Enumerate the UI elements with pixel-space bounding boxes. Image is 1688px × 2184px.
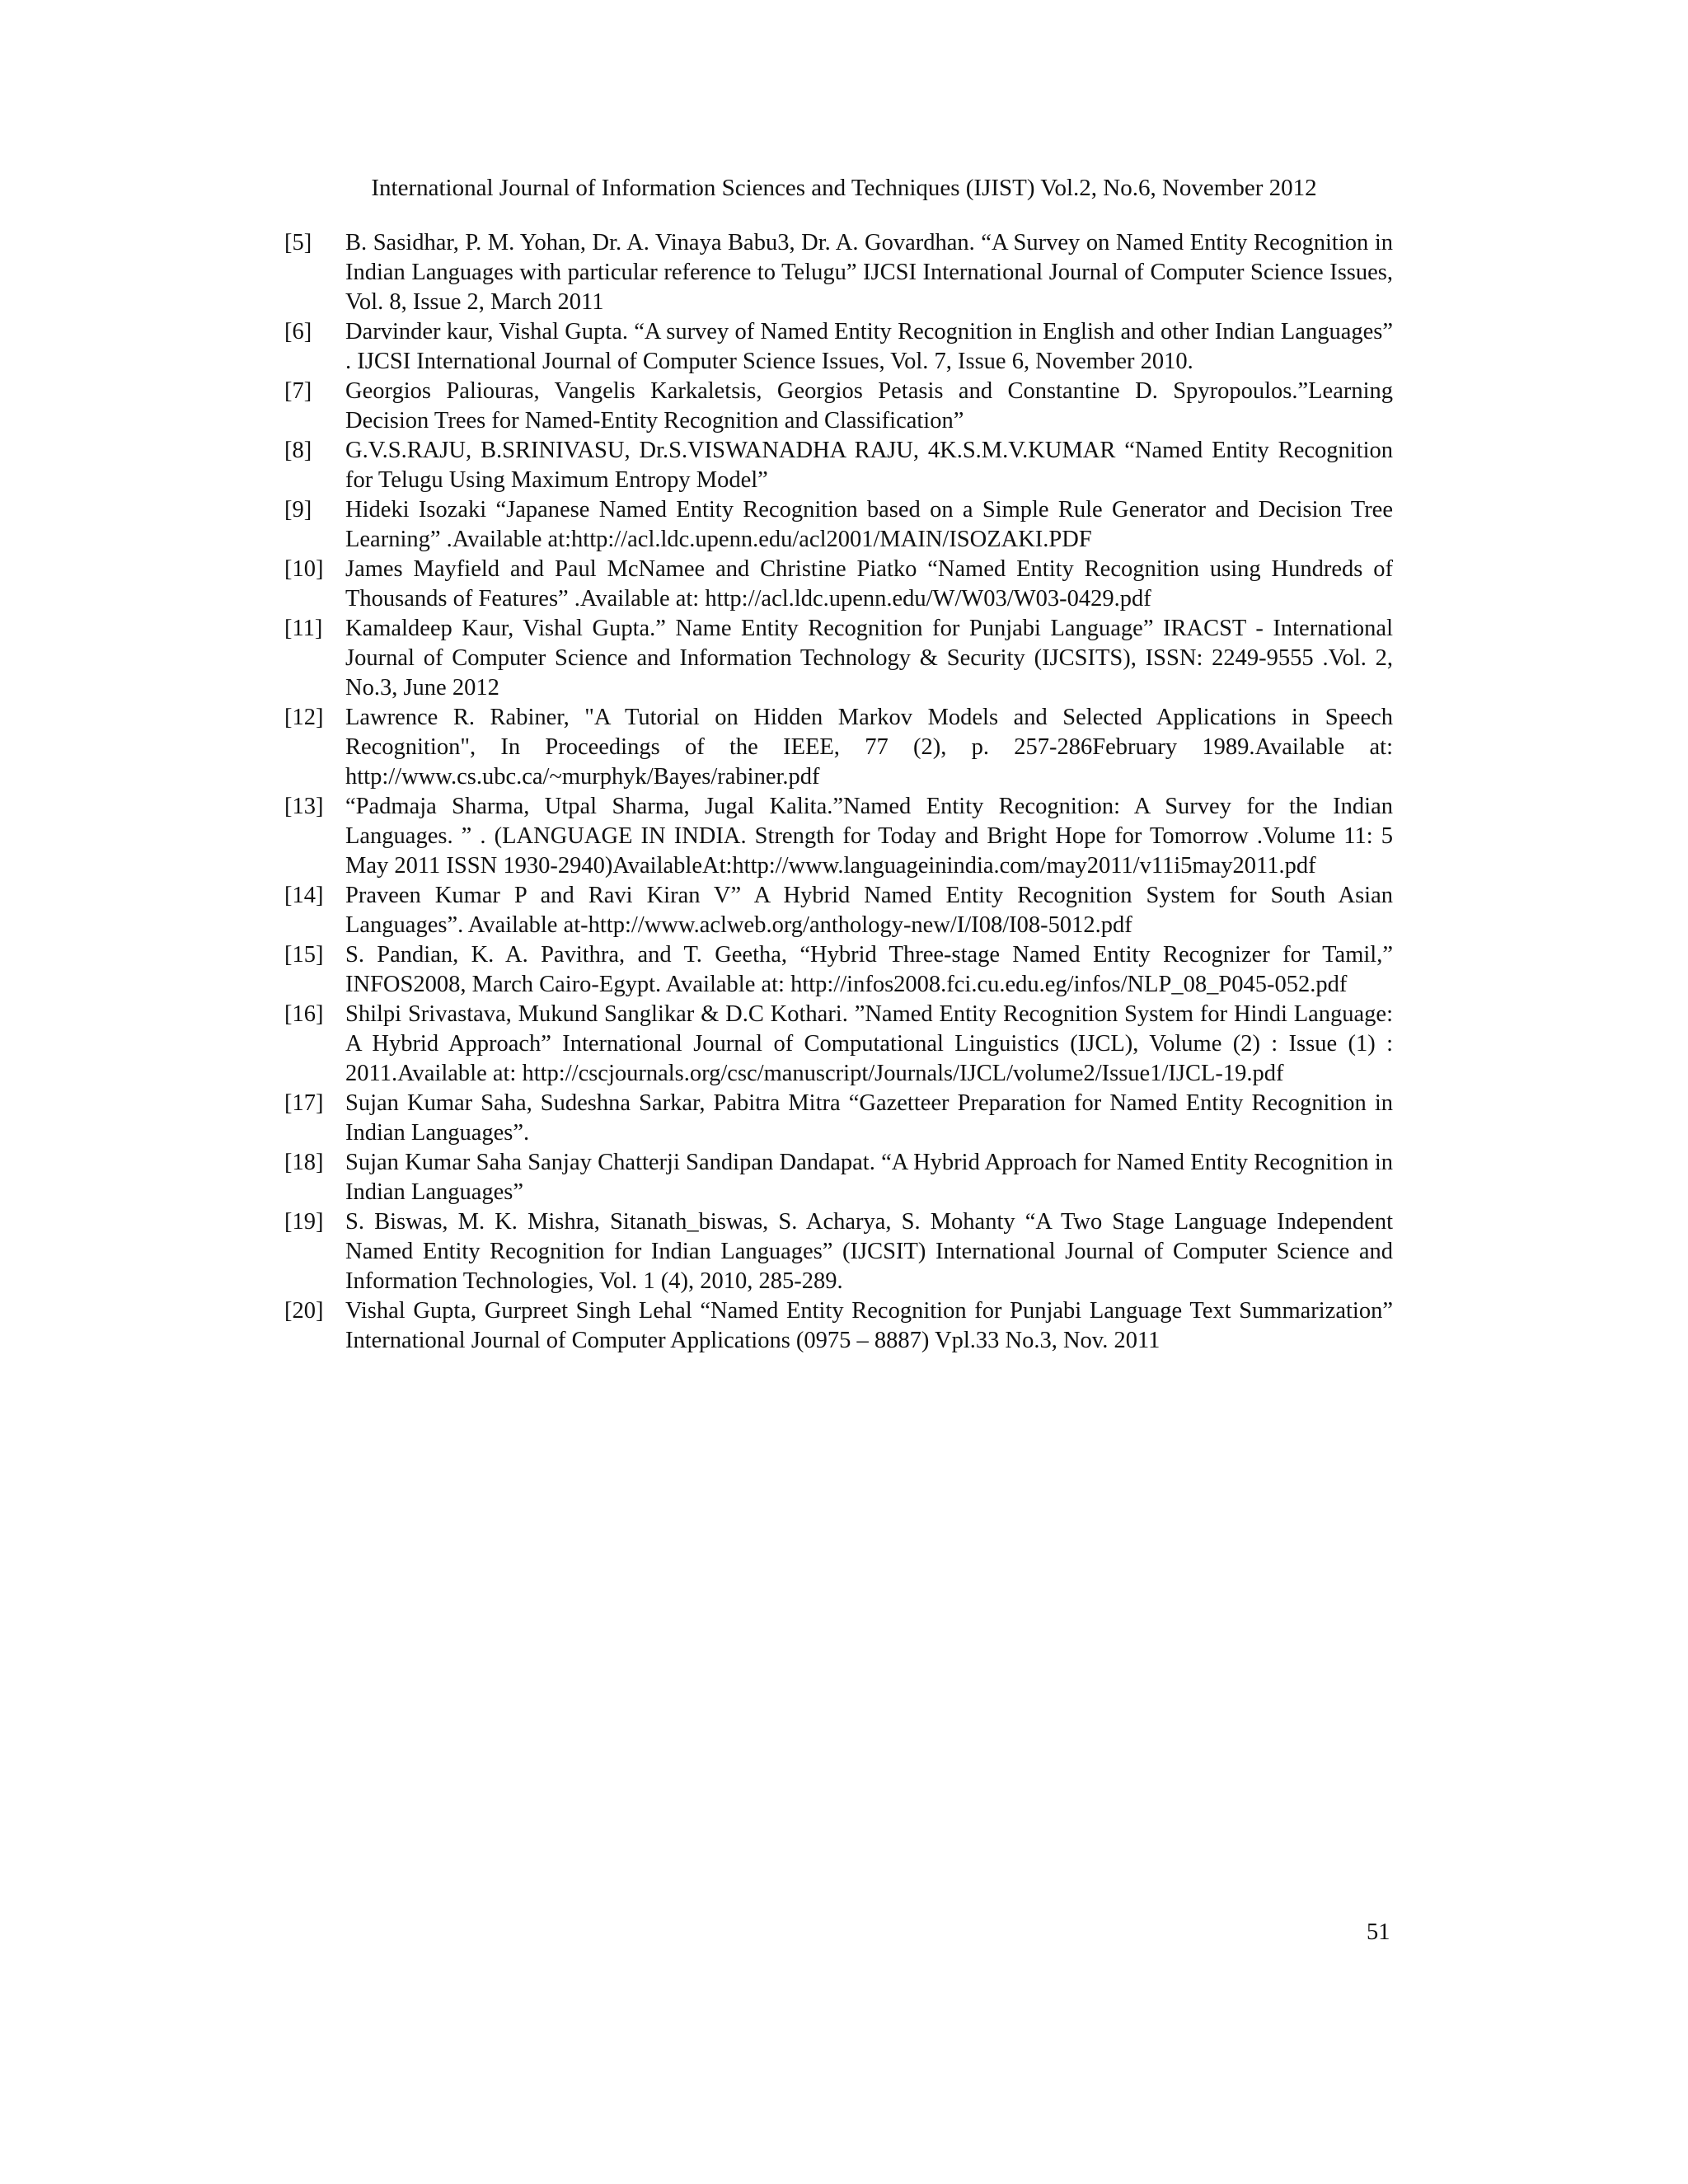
reference-text: S. Biswas, M. K. Mishra, Sitanath_biswas, S. Acharya, S. Mohanty “A Two Stage Language Independent Named Entity Recognition for Indian Languages” (IJCSIT) International Journal of Computer Science and Information Technologies, Vol. 1 (4), 2010, 285-289. — [345, 1209, 1393, 1294]
reference-number: [6] — [284, 319, 312, 344]
reference-item — [284, 1296, 1393, 1356]
page-number: 51 — [1367, 1919, 1390, 1945]
reference-text: Shilpi Srivastava, Mukund Sanglikar & D.C Kothari. ”Named Entity Recognition System for Hindi Language: A Hybrid Approach” International Journal of Computational Linguistics (IJCL), Volume (2) : Issue (1) : 2011.Available at: http://cscjournals.org/csc/manuscript/Journals/IJCL/volume2/Issue1/IJCL-19.pdf — [345, 1001, 1393, 1086]
reference-item — [284, 317, 1393, 377]
reference-item — [284, 1148, 1393, 1207]
reference-item — [284, 614, 1393, 703]
reference-list — [284, 228, 1393, 1356]
reference-item — [284, 377, 1393, 436]
reference-number: [16] — [284, 1001, 324, 1027]
reference-item — [284, 555, 1393, 614]
reference-number: [18] — [284, 1150, 324, 1175]
reference-number: [10] — [284, 556, 324, 582]
reference-text: Kamaldeep Kaur, Vishal Gupta.” Name Entity Recognition for Punjabi Language” IRACST - International Journal of Computer Science and Information Technology & Security (IJCSITS), ISSN: 2249-9555 .Vol. 2, No.3, June 2012 — [345, 616, 1393, 701]
reference-item — [284, 881, 1393, 940]
reference-text: Darvinder kaur, Vishal Gupta. “A survey of Named Entity Recognition in English and other Indian Languages” . IJCSI International Journal of Computer Science Issues, Vol. 7, Issue 6, November 2010. — [345, 319, 1393, 374]
reference-item — [284, 703, 1393, 792]
reference-number: [9] — [284, 497, 312, 523]
reference-text: Sujan Kumar Saha, Sudeshna Sarkar, Pabitra Mitra “Gazetteer Preparation for Named Entity Recognition in Indian Languages”. — [345, 1090, 1393, 1146]
reference-text: Lawrence R. Rabiner, "A Tutorial on Hidden Markov Models and Selected Applications in Speech Recognition", In Proceedings of the IEEE, 77 (2), p. 257-286February 1989.Available at: http://www.cs.ubc.ca/~murphyk/Bayes/rabiner.pdf — [345, 705, 1393, 790]
reference-number: [15] — [284, 942, 324, 968]
reference-number: [12] — [284, 705, 324, 730]
reference-text: Hideki Isozaki “Japanese Named Entity Recognition based on a Simple Rule Generator and Decision Tree Learning” .Available at:http://acl.ldc.upenn.edu/acl2001/MAIN/ISOZAKI.PDF — [345, 497, 1393, 552]
reference-number: [13] — [284, 794, 324, 819]
reference-number: [14] — [284, 883, 324, 908]
reference-item — [284, 1089, 1393, 1148]
reference-text: James Mayfield and Paul McNamee and Christine Piatko “Named Entity Recognition using Hundreds of Thousands of Features” .Available at: http://acl.ldc.upenn.edu/W/W03/W03-0429.pdf — [345, 556, 1393, 612]
reference-item — [284, 495, 1393, 555]
reference-text: “Padmaja Sharma, Utpal Sharma, Jugal Kalita.”Named Entity Recognition: A Survey for the Indian Languages. ” . (LANGUAGE IN INDIA. Strength for Today and Bright Hope for Tomorrow .Volume 11: 5 May 2011 ISSN 1930-2940)AvailableAt:http://www.languageinindia.com/may2011/v11i5may2011.pdf — [345, 794, 1393, 879]
reference-text: G.V.S.RAJU, B.SRINIVASU, Dr.S.VISWANADHA RAJU, 4K.S.M.V.KUMAR “Named Entity Recognition for Telugu Using Maximum Entropy Model” — [345, 438, 1393, 493]
reference-number: [19] — [284, 1209, 324, 1235]
reference-number: [8] — [284, 438, 312, 463]
reference-number: [11] — [284, 616, 323, 641]
reference-item — [284, 940, 1393, 1000]
reference-text: B. Sasidhar, P. M. Yohan, Dr. A. Vinaya Babu3, Dr. A. Govardhan. “A Survey on Named Entity Recognition in Indian Languages with particular reference to Telugu” IJCSI International Journal of Computer Science Issues, Vol. 8, Issue 2, March 2011 — [345, 230, 1393, 315]
reference-number: [7] — [284, 378, 312, 404]
reference-number: [5] — [284, 230, 312, 255]
reference-number: [20] — [284, 1298, 324, 1324]
reference-text: Sujan Kumar Saha Sanjay Chatterji Sandipan Dandapat. “A Hybrid Approach for Named Entity Recognition in Indian Languages” — [345, 1150, 1393, 1205]
reference-text: Vishal Gupta, Gurpreet Singh Lehal “Named Entity Recognition for Punjabi Language Text Summarization” International Journal of Computer Applications (0975 – 8887) Vpl.33 No.3, Nov. 2011 — [345, 1298, 1393, 1353]
reference-item — [284, 228, 1393, 317]
reference-item — [284, 1000, 1393, 1089]
reference-text: Georgios Paliouras, Vangelis Karkaletsis, Georgios Petasis and Constantine D. Spyropoulos.”Learning Decision Trees for Named-Entity Recognition and Classification” — [345, 378, 1393, 434]
reference-text: Praveen Kumar P and Ravi Kiran V” A Hybrid Named Entity Recognition System for South Asian Languages”. Available at-http://www.aclweb.org/anthology-new/I/I08/I08-5012.pdf — [345, 883, 1393, 938]
reference-item — [284, 1207, 1393, 1296]
reference-item — [284, 436, 1393, 495]
running-header: International Journal of Information Sciences and Techniques (IJIST) Vol.2, No.6, November 2012 — [371, 175, 1317, 201]
reference-number: [17] — [284, 1090, 324, 1116]
reference-item — [284, 792, 1393, 881]
reference-text: S. Pandian, K. A. Pavithra, and T. Geetha, “Hybrid Three-stage Named Entity Recognizer for Tamil,” INFOS2008, March Cairo-Egypt. Available at: http://infos2008.fci.cu.edu.eg/infos/NLP_08_P045-052.pdf — [345, 942, 1393, 997]
